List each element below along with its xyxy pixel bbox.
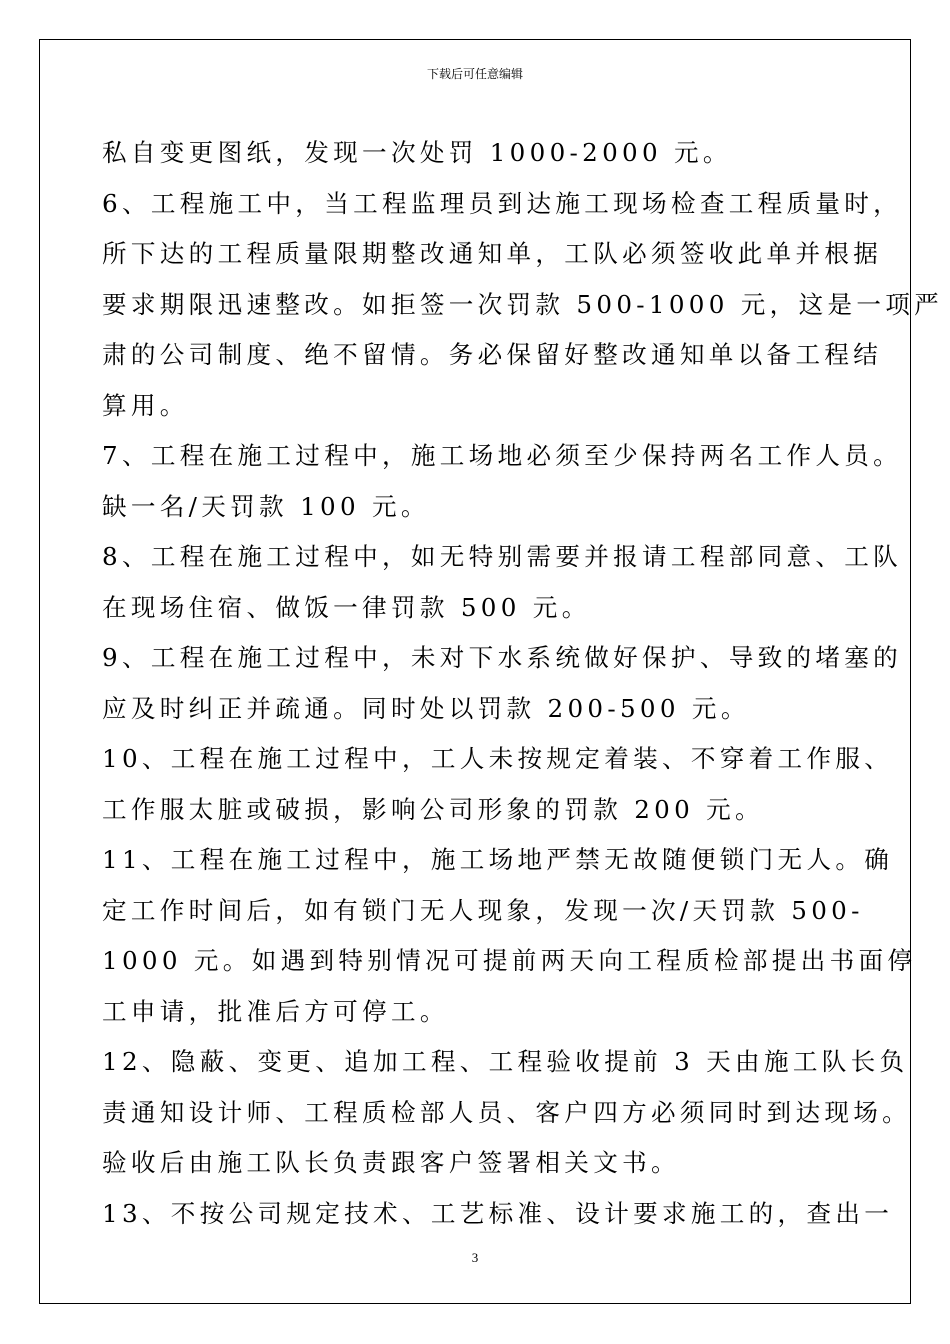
text-line: 11、工程在施工过程中，施工场地严禁无故随便锁门无人。确 [102,845,894,874]
text-line: 7、工程在施工过程中，施工场地必须至少保持两名工作人员。 [102,441,903,470]
text-line: 定工作时间后，如有锁门无人现象，发现一次/天罚款 500- [102,895,864,925]
page-header: 下载后可任意编辑 [426,67,523,81]
text-line: 责通知设计师、工程质检部人员、客户四方必须同时到达现场。 [102,1097,912,1127]
text-line: 8、工程在施工过程中，如无特别需要并报请工程部同意、工队 [102,542,903,571]
text-line: 缺一名/天罚款 100 元。 [102,491,430,521]
page-number: 3 [471,1250,479,1265]
text-line: 13、不按公司规定技术、工艺标准、设计要求施工的，查出一 [102,1198,894,1228]
text-line: 所下达的工程质量限期整改通知单，工队必须签收此单并根据 [102,239,883,268]
text-line: 在现场住宿、做饭一律罚款 500 元。 [102,592,591,622]
document-body [102,128,944,1239]
text-line: 肃的公司制度、绝不留情。务必保留好整改通知单以备工程结 [102,340,883,369]
text-line: 算用。 [102,390,189,420]
text-line: 验收后由施工队长负责跟客户签署相关文书。 [102,1148,680,1177]
text-line: 12、隐蔽、变更、追加工程、工程验收提前 3 天由施工队长负 [102,1047,909,1076]
text-line: 要求期限迅速整改。如拒签一次罚款 500-1000 元，这是一项严 [102,289,944,319]
text-line: 1000 元。如遇到特别情况可提前两天向工程质检部提出书面停 [102,946,917,975]
text-line: 私自变更图纸，发现一次处罚 1000-2000 元。 [102,138,732,167]
text-line: 6、工程施工中，当工程监理员到达施工现场检查工程质量时， [102,188,903,218]
text-line: 工作服太脏或破损，影响公司形象的罚款 200 元。 [102,794,764,824]
text-line: 工申请，批准后方可停工。 [102,996,449,1026]
text-line: 应及时纠正并疏通。同时处以罚款 200-500 元。 [102,693,750,723]
text-line: 9、工程在施工过程中，未对下水系统做好保护、导致的堵塞的 [102,643,903,672]
text-line: 10、工程在施工过程中，工人未按规定着装、不穿着工作服、 [102,744,894,773]
